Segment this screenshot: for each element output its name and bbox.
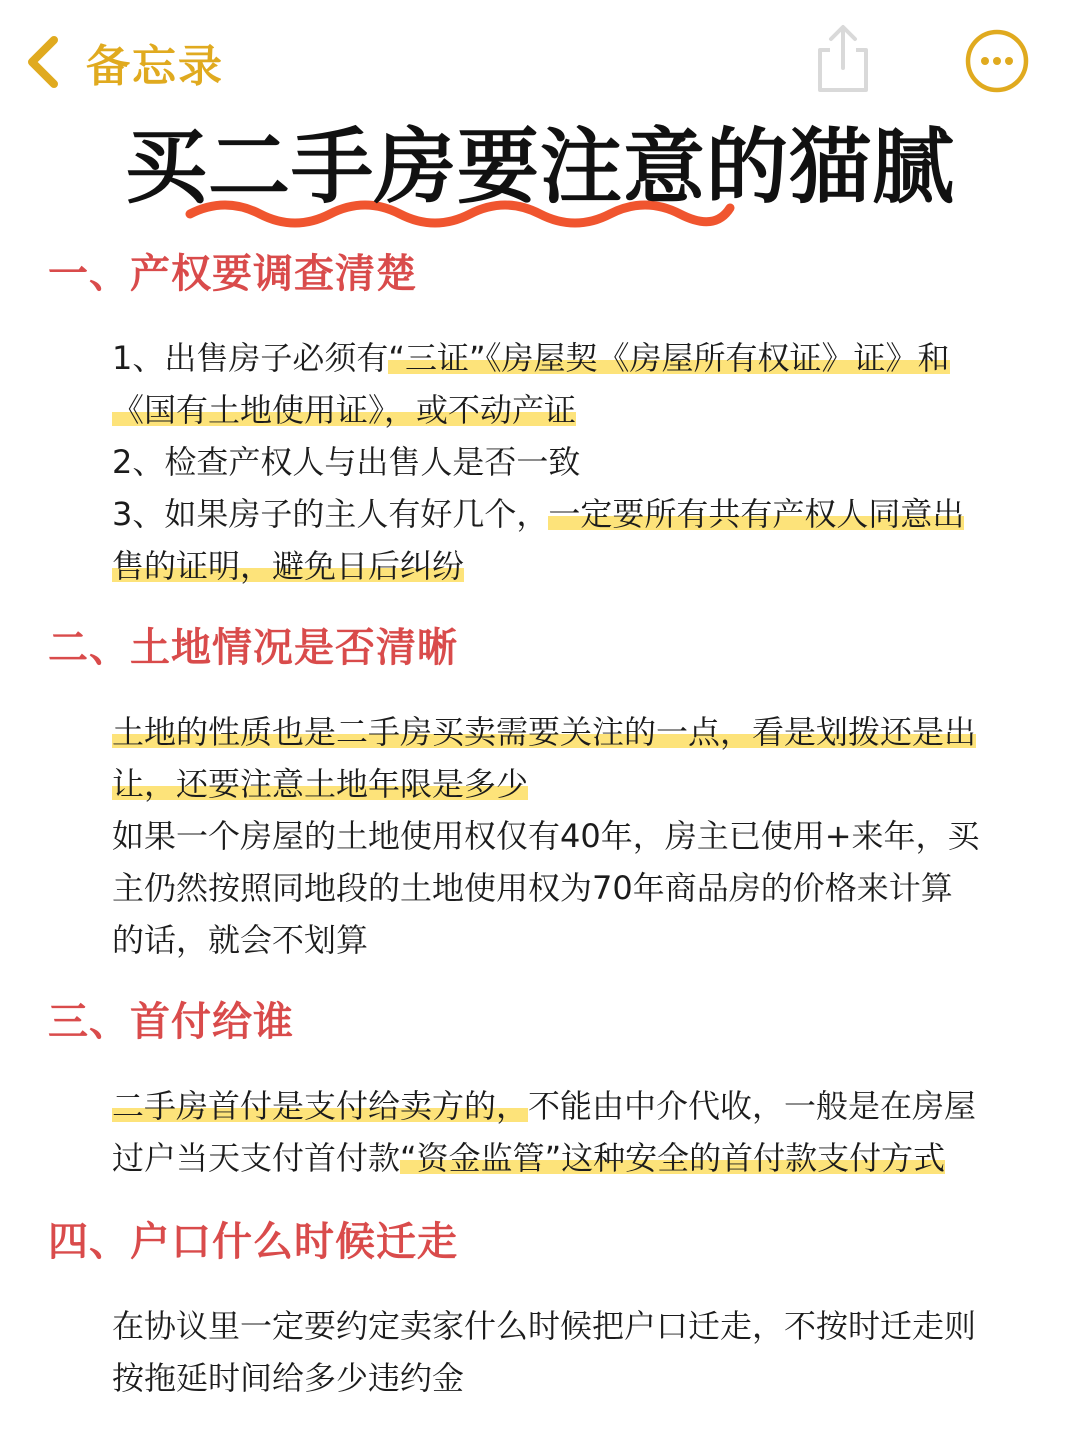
navigation-bar <box>0 0 1080 120</box>
back-label: 备忘录 <box>86 41 224 92</box>
section-heading-2: 二、土地情况是否清晰 <box>48 625 458 671</box>
list-item: 2、检查产权人与出售人是否一致 <box>112 443 581 481</box>
section-body-3 <box>112 1080 982 1184</box>
section-body-2 <box>112 706 982 966</box>
chevron-left-icon <box>24 32 64 92</box>
note-title: 买二手房要注意的猫腻 <box>124 120 955 215</box>
section-body-1 <box>112 332 982 592</box>
list-item: 1、出售房子必须有“三证”《房屋契《房屋所有权证》证》和《国有土地使用证》，或不动产证 <box>112 339 950 429</box>
more-icon[interactable] <box>964 28 1030 94</box>
paragraph: 在协议里一定要约定卖家什么时候把户口迁走，不按时迁走则按拖延时间给多少违约金 <box>112 1307 977 1397</box>
paragraph: 土地的性质也是二手房买卖需要关注的一点，看是划拨还是出让，还要注意土地年限是多少 <box>112 713 977 803</box>
note-title-block <box>0 120 1080 230</box>
share-icon[interactable] <box>812 22 874 96</box>
section-body-4 <box>112 1300 982 1404</box>
section-heading-1: 一、产权要调查清楚 <box>48 251 417 297</box>
back-button[interactable] <box>24 30 224 94</box>
section-heading-4: 四、户口什么时候迁走 <box>48 1219 458 1265</box>
paragraph: 二手房首付是支付给卖方的，不能由中介代收，一般是在房屋过户当天支付首付款“资金监管”这种安全的首付款支付方式 <box>112 1087 977 1177</box>
section-heading-3: 三、首付给谁 <box>48 999 294 1045</box>
paragraph: 如果一个房屋的土地使用权仅有40年，房主已使用+来年，买主仍然按照同地段的土地使用权为70年商品房的价格来计算的话，就会不划算 <box>112 817 980 959</box>
list-item: 3、如果房子的主人有好几个，一定要所有共有产权人同意出售的证明，避免日后纠纷 <box>112 495 965 585</box>
